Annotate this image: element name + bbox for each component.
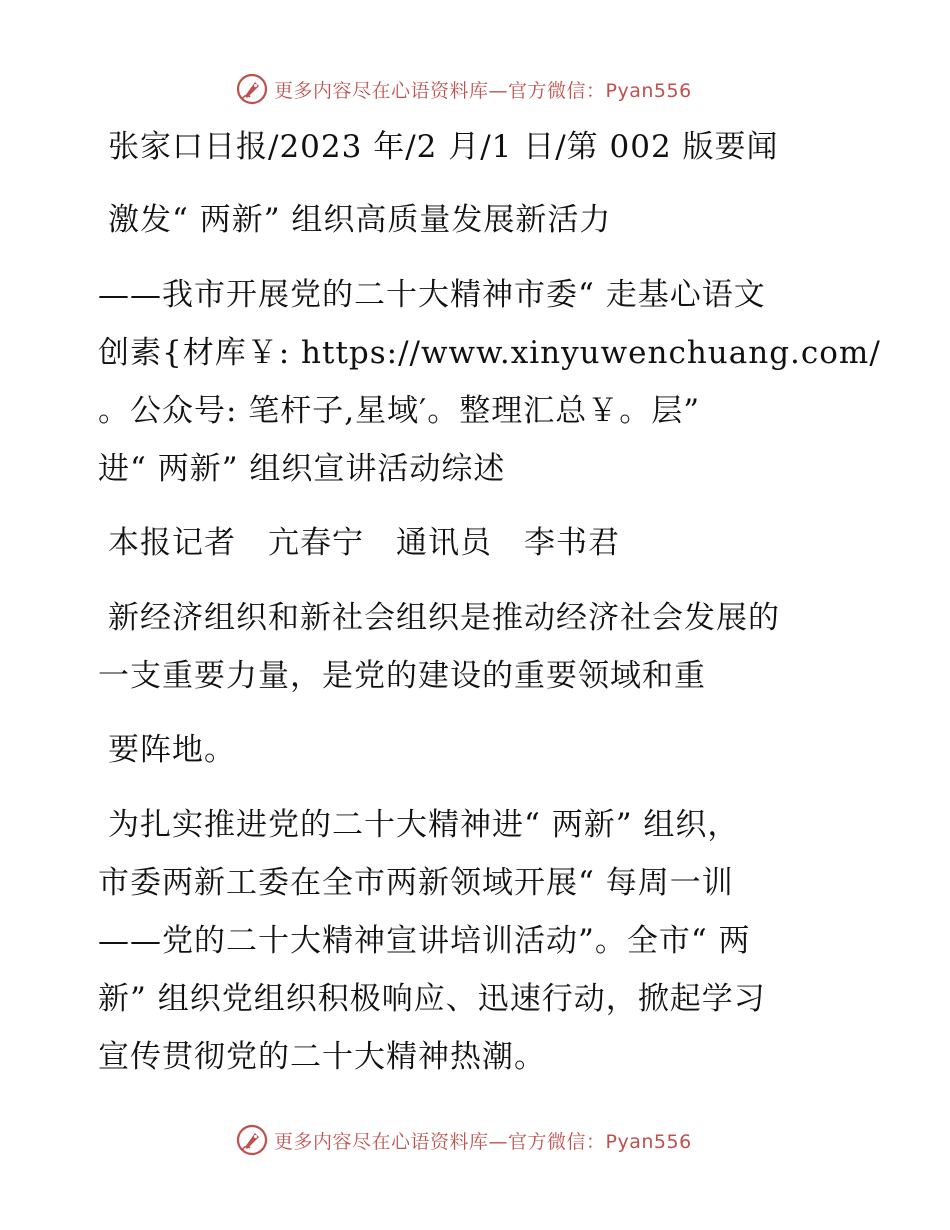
header-watermark-banner: [236, 72, 692, 106]
paragraph-line: 要阵地。: [108, 732, 236, 768]
subtitle-line: 进“ 两新” 组织宣讲活动综述: [98, 451, 506, 487]
paragraph-line: 新经济组织和新社会组织是推动经济社会发展的: [108, 600, 780, 636]
subtitle-line: 。公众号: 笔杆子,星域′。整理汇总￥。层”: [98, 393, 701, 429]
paragraph-line: ——党的二十大精神宣讲培训活动”。全市“ 两: [98, 923, 751, 959]
paragraph-line: 市委两新工委在全市两新领域开展“ 每周一训: [98, 865, 734, 901]
byline: 本报记者 亢春宁 通讯员 李书君: [108, 525, 620, 561]
dateline: 张家口日报/2023 年/2 月/1 日/第 002 版要闻: [108, 129, 779, 165]
paragraph-line: 一支重要力量，是党的建设的重要领域和重: [98, 658, 706, 694]
subtitle-line: 创素{材库￥: https://www.xinyuwenchuang.com/: [98, 335, 881, 371]
footer-watermark-banner: [236, 1123, 692, 1157]
pen-nib-circle-icon: [236, 73, 268, 105]
watermark-text: 更多内容尽在心语资料库—官方微信：Pyan556: [274, 1130, 692, 1153]
watermark-text: 更多内容尽在心语资料库—官方微信：Pyan556: [274, 79, 692, 102]
paragraph-line: 宣传贯彻党的二十大精神热潮。: [98, 1039, 546, 1075]
paragraph-line: 新” 组织党组织积极响应、迅速行动，掀起学习: [98, 981, 766, 1017]
paragraph-line: 为扎实推进党的二十大精神进“ 两新” 组织，: [108, 807, 740, 843]
article-title: 激发“ 两新” 组织高质量发展新活力: [108, 202, 612, 238]
subtitle-line: ——我市开展党的二十大精神市委“ 走基心语文: [98, 277, 766, 313]
pen-nib-circle-icon: [236, 1124, 268, 1156]
